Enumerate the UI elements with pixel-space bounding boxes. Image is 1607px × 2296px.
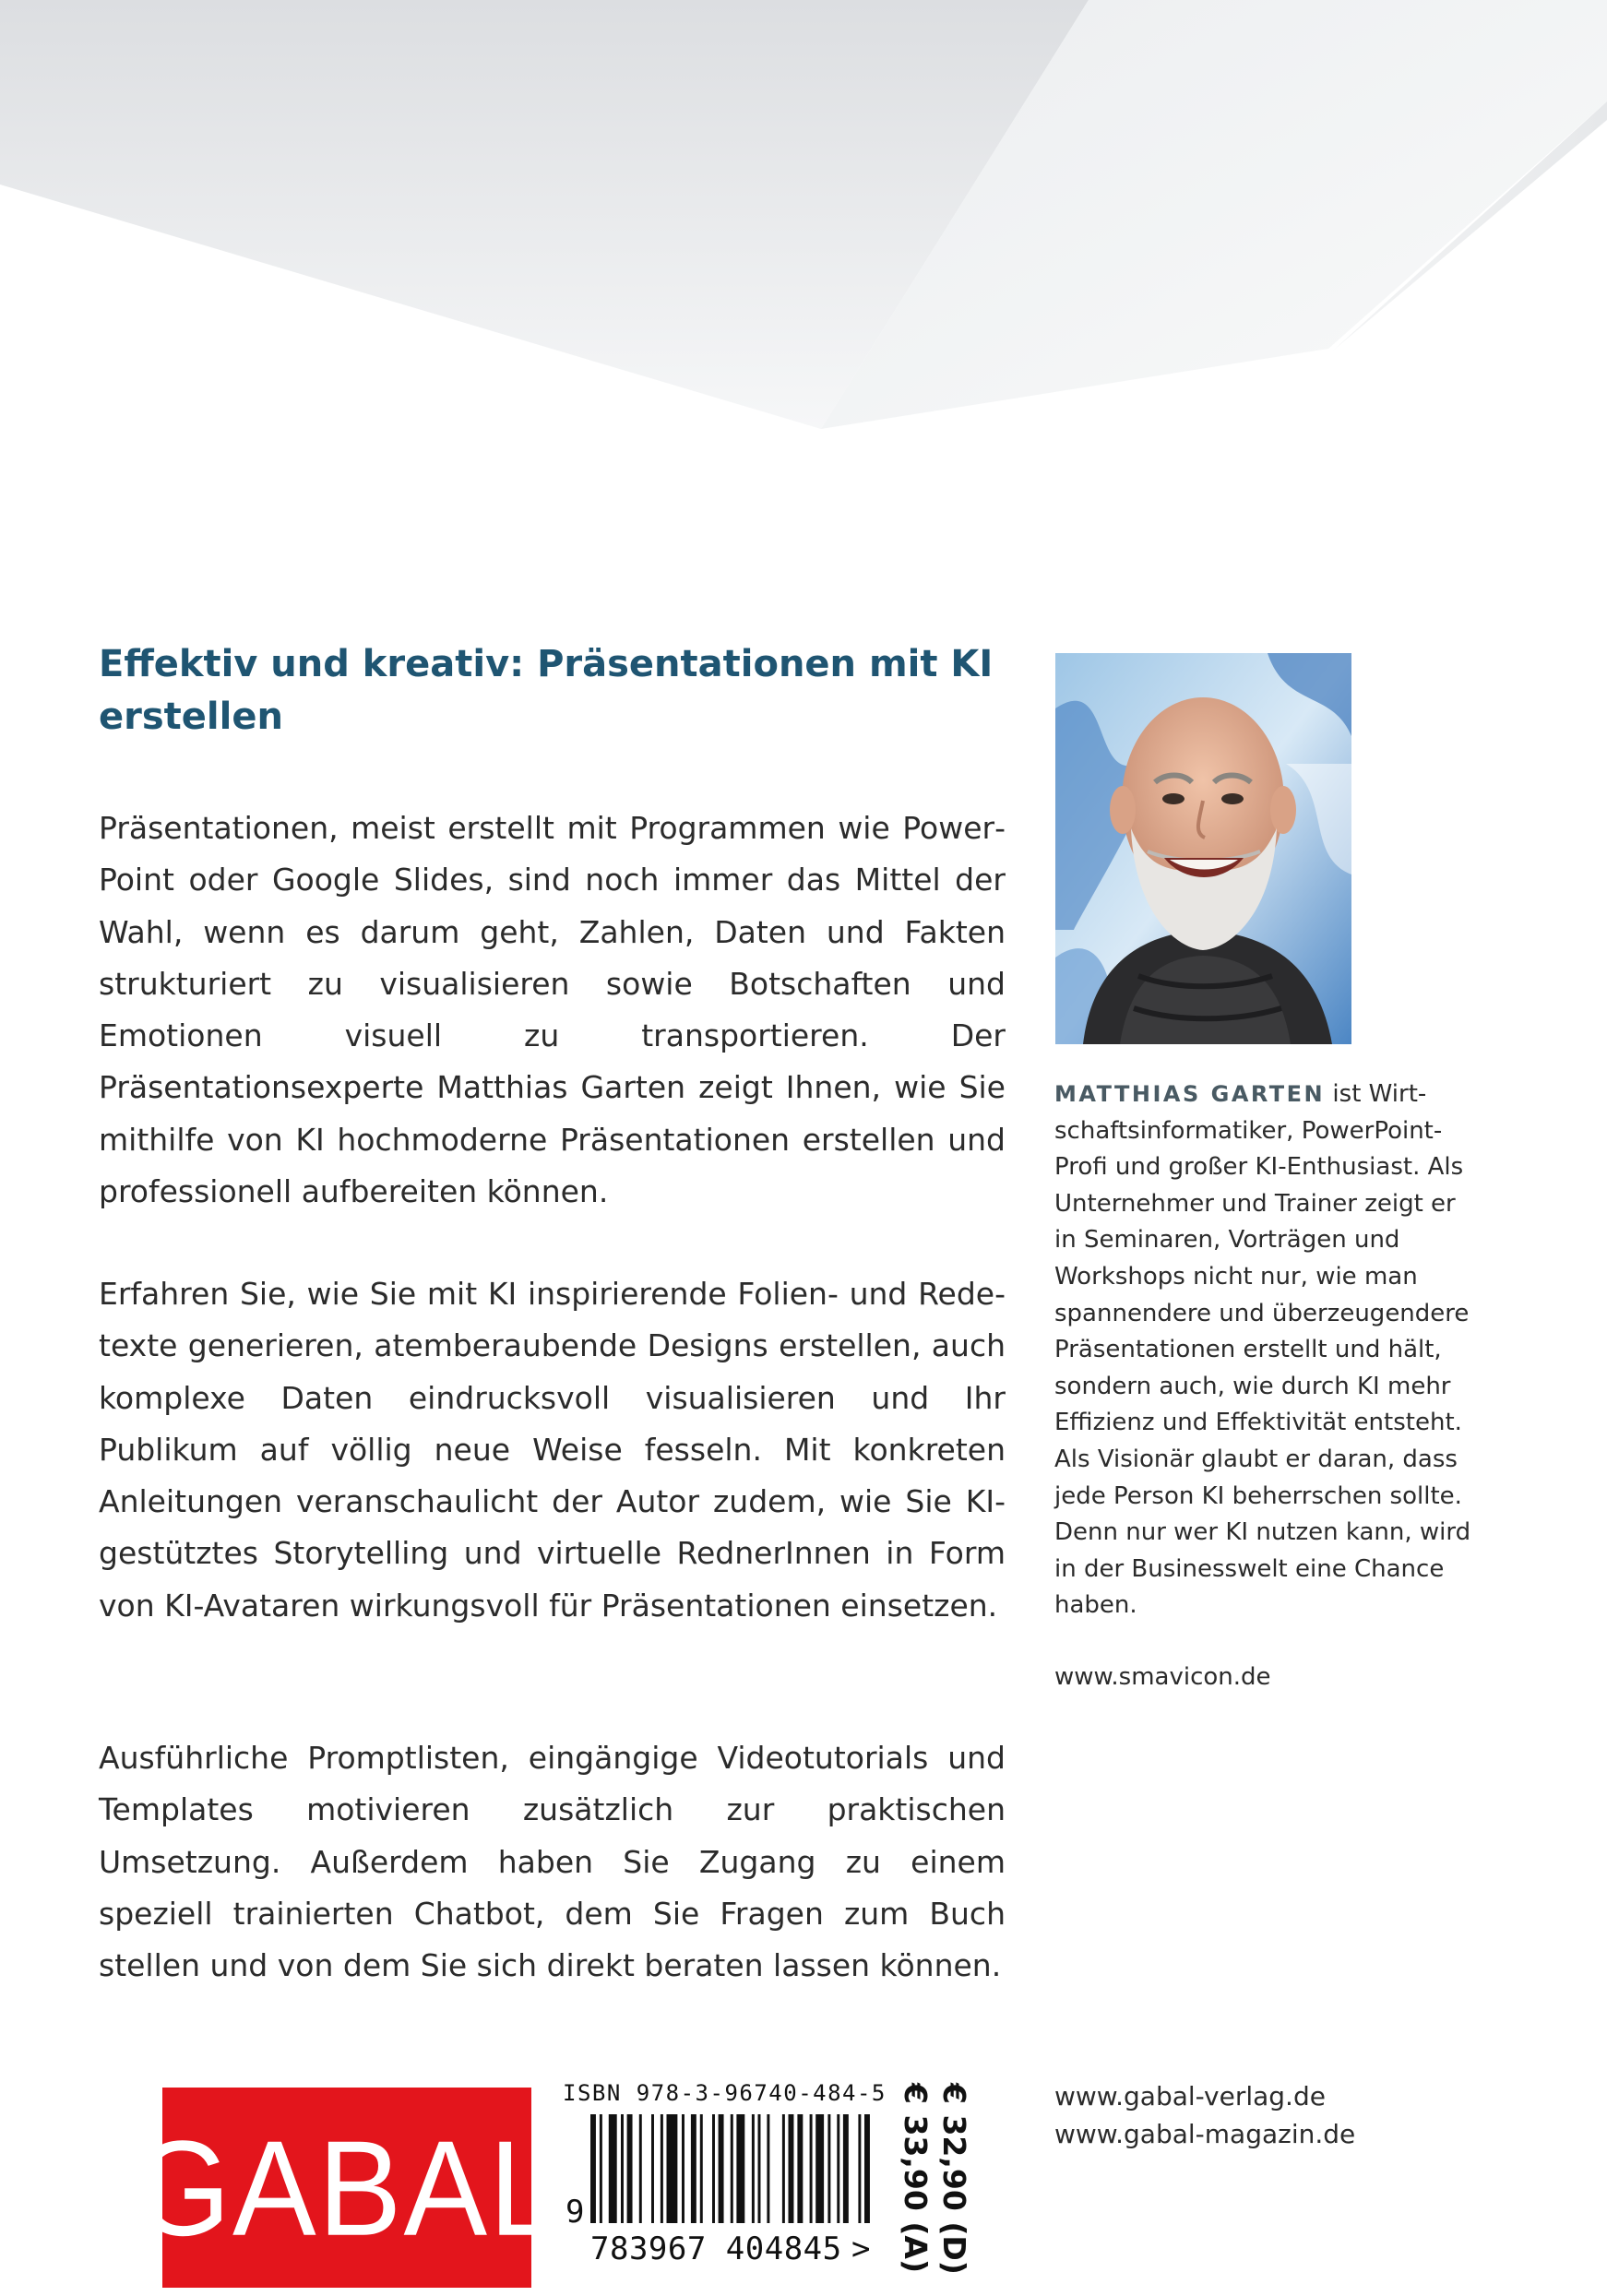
barcode-bar: [797, 2114, 803, 2223]
barcode-bar: [700, 2114, 703, 2223]
barcode-bar: [667, 2114, 678, 2223]
background-shapes: [0, 0, 1607, 480]
barcode-bar: [731, 2114, 733, 2223]
barcode-bar: [736, 2114, 744, 2223]
barcode-bar: [758, 2114, 761, 2223]
price-germany: € 32,90 (D): [936, 2083, 972, 2275]
body-paragraph-2: [99, 1268, 1006, 1632]
barcode-bar: [827, 2114, 830, 2223]
barcode-bar: [837, 2114, 839, 2223]
author-bio: [1054, 1077, 1481, 1624]
isbn-digits: 783967 404845: [590, 2231, 842, 2267]
barcode-bar: [858, 2114, 861, 2223]
barcode-bar: [810, 2114, 813, 2223]
author-photo: [1055, 653, 1351, 1044]
paragraph-text: Ausführliche Promptlisten, eingängige Videotutorials und Templates motivieren zusätzlich zur praktischen Umsetzung. Außerdem haben Sie Zugang zu einem speziell trainierten Chatbot, dem Sie Fragen zum Buch stellen und von dem Sie sich direkt beraten lassen können.: [99, 1740, 1006, 1984]
barcode-bar: [767, 2114, 769, 2223]
barcode-bar: [621, 2114, 624, 2223]
barcode-bar: [600, 2114, 602, 2223]
paragraph-text: Präsentationen, meist erstellt mit Programmen wie PowerPoint oder Google Slides, sind noch immer das Mittel der Wahl, wenn es darum geht, Zahlen, Daten und Fakten strukturiert zu visualisieren sowie Botschaften und Emotionen visuell zu transportieren. Der Präsentationsexperte Matthias Garten zeigt Ihnen, wie Sie mithilfe von KI hochmoderne Präsentationen erstellen und professionell aufbereiten können.: [99, 810, 1006, 1210]
barcode-bar: [590, 2114, 596, 2223]
barcode-bar: [712, 2114, 715, 2223]
body-paragraph-1: [99, 803, 1006, 1218]
barcode-bar: [752, 2114, 755, 2223]
barcode: [589, 2114, 875, 2223]
publisher-links: [1054, 2077, 1355, 2153]
paragraph-text: Erfahren Sie, wie Sie mit KI inspirierende Folien- und Redetexte generieren, atemberaubende Designs erstellen, auch komplexe Daten eindrucksvoll visualisieren und Ihr Publikum auf völlig neue Weise fesseln. Mit konkreten Anleitungen veranschaulicht der Autor zudem, wie Sie KI-gestütztes Storytelling und virtuelle RednerInnen in Form von KI-Avataren wirkungsvoll für Präsentationen einsetzen.: [99, 1276, 1006, 1624]
isbn-label: ISBN 978-3-96740-484-5: [563, 2080, 887, 2106]
barcode-bar: [789, 2114, 794, 2223]
author-name: MATTHIAS GARTEN: [1054, 1081, 1326, 1107]
author-bio-text: ist Wirtschaftsinformatiker, PowerPoint-Profi und großer KI-Enthusiast. Als Unternehmer und Trainer zeigt er in Seminaren, Vorträgen und Workshops nicht nur, wie man spannendere und überzeugendere Präsentationen erstellt und hält, sondern auch, wie durch KI mehr Effizienz und Effektivität entsteht. Als Visionär glaubt er daran, dass jede Person KI beherrschen sollte. Denn nur wer KI nutzen kann, wird in der Businesswelt eine Chance haben.: [1054, 1080, 1471, 1620]
barcode-bar: [843, 2114, 849, 2223]
barcode-bar: [651, 2114, 654, 2223]
isbn-end-mark: >: [851, 2231, 871, 2267]
barcode-bar: [609, 2114, 617, 2223]
logo-text: GABAL: [133, 2112, 561, 2264]
author-website-link[interactable]: www.smavicon.de: [1054, 1663, 1271, 1691]
publisher-link-magazin[interactable]: www.gabal-magazin.de: [1054, 2119, 1356, 2149]
barcode-bar: [627, 2114, 633, 2223]
barcode-bar: [719, 2114, 724, 2223]
barcode-bar: [815, 2114, 824, 2223]
barcode-bar: [782, 2114, 785, 2223]
publisher-link-verlag[interactable]: www.gabal-verlag.de: [1054, 2081, 1326, 2112]
isbn-prefix-digit: 9: [565, 2194, 585, 2231]
body-paragraph-3: [99, 1732, 1006, 1992]
barcode-bar: [864, 2114, 870, 2223]
barcode-bar: [639, 2114, 642, 2223]
headline: Effektiv und kreativ: Präsentationen mit KI erstellen: [99, 643, 994, 738]
barcode-bar: [691, 2114, 696, 2223]
price-austria: € 33,90 (A): [898, 2083, 934, 2274]
gabal-logo: [133, 2088, 561, 2288]
barcode-bar: [682, 2114, 684, 2223]
barcode-bar: [661, 2114, 663, 2223]
